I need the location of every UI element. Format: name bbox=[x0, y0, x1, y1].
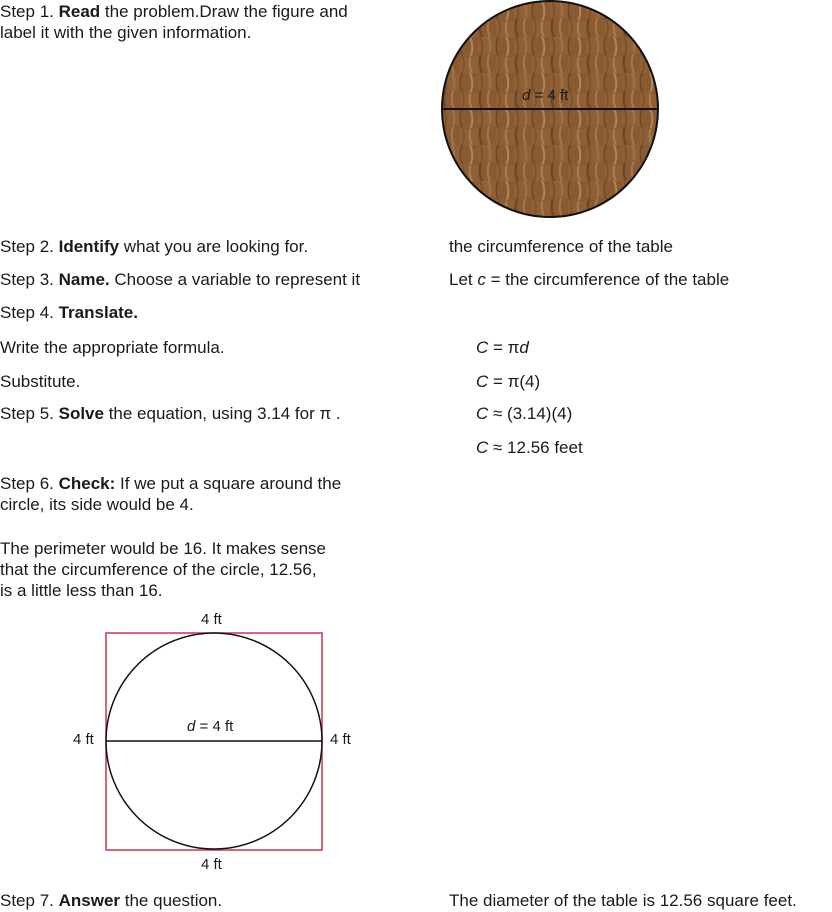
step7-answer: The diameter of the table is 12.56 square feet. bbox=[449, 891, 797, 910]
step1-line2: label it with the given information. bbox=[0, 23, 252, 42]
step1-bold: Read bbox=[58, 2, 101, 21]
step7-label bbox=[0, 890, 222, 911]
step3-label bbox=[0, 269, 360, 290]
square-left-label: 4 ft bbox=[73, 731, 94, 748]
substitute-var: C bbox=[476, 372, 489, 391]
step5-pi: π bbox=[319, 404, 332, 423]
step5-equation-2 bbox=[476, 437, 583, 458]
formula-equation bbox=[476, 337, 529, 358]
step6-line1 bbox=[0, 473, 341, 494]
step3-bold: Name. bbox=[58, 270, 110, 289]
step6-prefix: Step 6. bbox=[0, 474, 59, 493]
step2-bold: Identify bbox=[58, 237, 120, 256]
step7-bold: Answer bbox=[58, 891, 121, 910]
step5-eq1-var: C bbox=[476, 404, 489, 423]
step7-rest: the question. bbox=[120, 891, 223, 910]
table-diameter-label bbox=[522, 87, 568, 105]
step3-answer bbox=[449, 269, 729, 290]
formula-label: Write the appropriate formula. bbox=[0, 338, 225, 357]
step2-label bbox=[0, 236, 308, 257]
substitute-eq: = π(4) bbox=[488, 372, 541, 391]
formula-d: d bbox=[519, 338, 529, 357]
step5-prefix: Step 5. bbox=[0, 404, 59, 423]
step6-bold: Check: bbox=[58, 474, 116, 493]
step4-label bbox=[0, 302, 138, 323]
step2-rest: what you are looking for. bbox=[119, 237, 309, 256]
formula-var: C bbox=[476, 338, 489, 357]
step3-answer-prefix: Let bbox=[449, 270, 478, 289]
step2-answer: the circumference of the table bbox=[449, 237, 673, 256]
step5-label bbox=[0, 403, 341, 424]
step5-rest: the equation, using 3.14 for bbox=[103, 404, 320, 423]
step6-line2: circle, its side would be 4. bbox=[0, 495, 194, 514]
step6-para2-line3: is a little less than 16. bbox=[0, 581, 163, 600]
step5-equation-1 bbox=[476, 403, 572, 424]
inner-diameter-eq: = 4 ft bbox=[195, 718, 234, 735]
step5-end: . bbox=[331, 404, 341, 423]
inner-diameter-label bbox=[187, 718, 233, 736]
step5-eq1: ≈ (3.14)(4) bbox=[488, 404, 573, 423]
inner-diameter-var: d bbox=[187, 718, 196, 735]
step4-prefix: Step 4. bbox=[0, 303, 59, 322]
step3-rest: Choose a variable to represent it bbox=[109, 270, 361, 289]
step2-prefix: Step 2. bbox=[0, 237, 59, 256]
step3-answer-rest: = the circumference of the table bbox=[485, 270, 730, 289]
substitute-label: Substitute. bbox=[0, 372, 81, 391]
step5-eq2: ≈ 12.56 feet bbox=[488, 438, 583, 457]
step5-eq2-var: C bbox=[476, 438, 489, 457]
step3-answer-var: c bbox=[477, 270, 486, 289]
square-right-label: 4 ft bbox=[330, 731, 351, 748]
step3-prefix: Step 3. bbox=[0, 270, 59, 289]
table-diameter-var: d bbox=[522, 87, 531, 104]
square-bottom-label: 4 ft bbox=[201, 856, 222, 873]
formula-eq: = π bbox=[488, 338, 520, 357]
table-diameter-eq: = 4 ft bbox=[530, 87, 569, 104]
step4-bold: Translate. bbox=[58, 303, 138, 322]
square-top-label: 4 ft bbox=[201, 611, 222, 628]
step6-para2-line2: that the circumference of the circle, 12.56, bbox=[0, 560, 317, 579]
step6-para2-line1: The perimeter would be 16. It makes sense bbox=[0, 539, 326, 558]
step1-rest: the problem.Draw the figure and bbox=[100, 2, 348, 21]
step1-prefix: Step 1. bbox=[0, 2, 59, 21]
substitute-equation bbox=[476, 371, 540, 392]
step7-prefix: Step 7. bbox=[0, 891, 59, 910]
step5-bold: Solve bbox=[58, 404, 104, 423]
step6-rest: If we put a square around the bbox=[115, 474, 342, 493]
